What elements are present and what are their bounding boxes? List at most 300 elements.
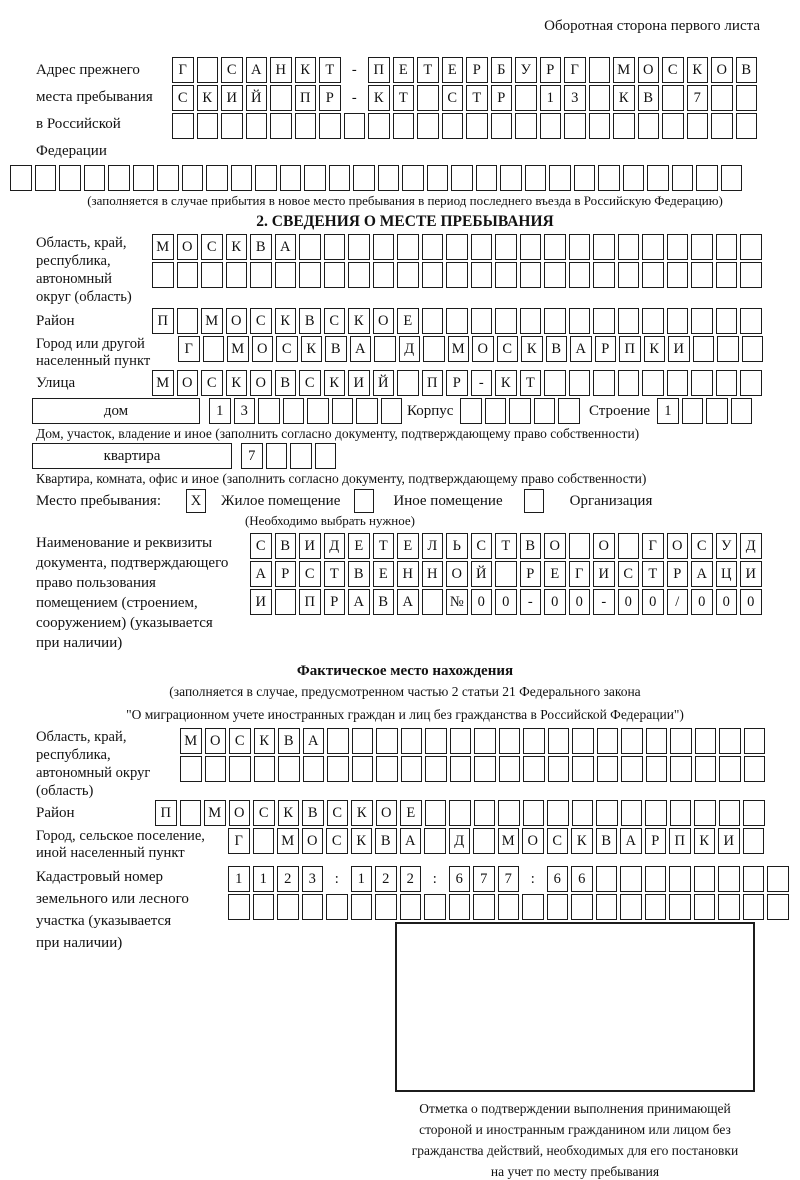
cadastre-row-1 — [228, 866, 789, 892]
char-cell: Т — [324, 561, 346, 587]
char-cell: И — [740, 561, 762, 587]
char-cell — [246, 113, 268, 139]
char-cell — [522, 894, 544, 920]
char-cell: С — [253, 800, 275, 826]
char-cell — [744, 728, 766, 754]
char-cell: Р — [324, 589, 346, 615]
char-cell: О — [177, 370, 199, 396]
char-cell — [597, 728, 619, 754]
char-cell — [319, 113, 341, 139]
char-cell: М — [201, 308, 223, 334]
char-cell — [255, 165, 277, 191]
char-cell: У — [515, 57, 537, 83]
char-cell — [228, 894, 250, 920]
char-cell — [694, 866, 716, 892]
char-cell — [201, 262, 223, 288]
page-title: Оборотная сторона первого листа — [544, 18, 760, 34]
char-cell — [670, 800, 692, 826]
char-cell — [206, 165, 228, 191]
char-cell: П — [422, 370, 444, 396]
city-row — [178, 336, 763, 362]
char-cell: В — [250, 234, 272, 260]
char-cell: К — [301, 336, 323, 362]
char-cell — [571, 894, 593, 920]
char-cell — [324, 234, 346, 260]
char-cell — [348, 234, 370, 260]
char-cell — [691, 262, 713, 288]
char-cell — [253, 894, 275, 920]
char-cell — [638, 113, 660, 139]
char-cell: А — [691, 561, 713, 587]
char-cell — [427, 165, 449, 191]
char-cell — [84, 165, 106, 191]
char-cell: А — [246, 57, 268, 83]
char-cell — [275, 262, 297, 288]
char-cell — [618, 370, 640, 396]
char-cell — [719, 800, 741, 826]
char-cell — [694, 800, 716, 826]
char-cell: К — [495, 370, 517, 396]
char-cell: О — [544, 533, 566, 559]
char-cell — [691, 370, 713, 396]
char-cell — [35, 165, 57, 191]
char-cell — [302, 894, 324, 920]
char-cell: 7 — [241, 443, 263, 469]
char-cell: 0 — [495, 589, 517, 615]
char-cell: Р — [667, 561, 689, 587]
char-cell: Е — [544, 561, 566, 587]
char-cell: Н — [397, 561, 419, 587]
char-cell — [620, 894, 642, 920]
char-cell: В — [375, 828, 397, 854]
char-cell — [767, 894, 789, 920]
city-block — [10, 336, 800, 370]
char-cell: М — [180, 728, 202, 754]
char-cell: С — [324, 308, 346, 334]
char-cell: Е — [400, 800, 422, 826]
char-cell — [525, 165, 547, 191]
char-cell — [442, 113, 464, 139]
char-cell — [740, 262, 762, 288]
char-cell — [544, 262, 566, 288]
char-cell: К — [324, 370, 346, 396]
char-cell — [425, 800, 447, 826]
char-cell — [596, 800, 618, 826]
char-cell — [324, 262, 346, 288]
char-cell — [203, 336, 225, 362]
char-cell: Р — [446, 370, 468, 396]
char-cell — [718, 866, 740, 892]
char-cell — [515, 113, 537, 139]
district-row — [152, 308, 762, 334]
char-cell: : — [522, 866, 544, 892]
char-cell — [515, 85, 537, 111]
char-cell: К — [521, 336, 543, 362]
char-cell — [495, 561, 517, 587]
char-cell: К — [278, 800, 300, 826]
char-cell — [544, 234, 566, 260]
char-cell — [315, 443, 337, 469]
char-cell — [687, 113, 709, 139]
apartment-row — [10, 443, 800, 469]
char-cell: 1 — [209, 398, 231, 424]
char-cell: 3 — [302, 866, 324, 892]
char-cell: А — [275, 234, 297, 260]
char-cell — [642, 234, 664, 260]
char-cell — [474, 756, 496, 782]
char-cell — [495, 234, 517, 260]
actual-district-label: Район — [36, 805, 75, 821]
char-cell: К — [348, 308, 370, 334]
char-cell — [182, 165, 204, 191]
char-cell — [711, 113, 733, 139]
char-cell — [534, 398, 556, 424]
char-cell: У — [716, 533, 738, 559]
char-cell — [446, 262, 468, 288]
char-cell: В — [325, 336, 347, 362]
char-cell: А — [303, 728, 325, 754]
char-cell: № — [446, 589, 468, 615]
char-cell: 6 — [547, 866, 569, 892]
char-cell: Н — [422, 561, 444, 587]
char-cell — [498, 800, 520, 826]
apartment-box-label: квартира — [32, 443, 232, 469]
char-cell — [645, 866, 667, 892]
char-cell — [500, 165, 522, 191]
char-cell — [59, 165, 81, 191]
char-cell: Е — [397, 308, 419, 334]
char-cell — [711, 85, 733, 111]
house-row — [10, 398, 800, 424]
apartment-cells — [241, 443, 336, 469]
char-cell: О — [667, 533, 689, 559]
char-cell — [574, 165, 596, 191]
char-cell — [226, 262, 248, 288]
char-cell — [393, 113, 415, 139]
char-cell: Р — [540, 57, 562, 83]
char-cell: - — [471, 370, 493, 396]
char-cell: Л — [422, 533, 444, 559]
char-cell — [425, 756, 447, 782]
char-cell: В — [520, 533, 542, 559]
house-cells — [209, 398, 402, 424]
char-cell: С — [618, 561, 640, 587]
checkbox-organization — [524, 489, 544, 513]
stay-type-note: (Необходимо выбрать нужное) — [244, 513, 416, 528]
char-cell: 0 — [544, 589, 566, 615]
char-cell — [691, 308, 713, 334]
char-cell: О — [593, 533, 615, 559]
cadastre-block — [10, 866, 800, 1180]
char-cell — [348, 262, 370, 288]
actual-city-row — [228, 828, 764, 854]
char-cell — [471, 308, 493, 334]
char-cell: В — [275, 370, 297, 396]
char-cell — [743, 866, 765, 892]
char-cell — [593, 262, 615, 288]
char-cell: М — [152, 234, 174, 260]
char-cell — [197, 113, 219, 139]
char-cell: Р — [319, 85, 341, 111]
char-cell: И — [348, 370, 370, 396]
char-cell: С — [442, 85, 464, 111]
char-cell — [646, 756, 668, 782]
char-cell: К — [197, 85, 219, 111]
char-cell — [540, 113, 562, 139]
char-cell: И — [668, 336, 690, 362]
char-cell: С — [691, 533, 713, 559]
house-box-label: дом — [32, 398, 200, 424]
char-cell: 2 — [400, 866, 422, 892]
char-cell — [621, 728, 643, 754]
char-cell — [133, 165, 155, 191]
char-cell — [544, 308, 566, 334]
char-cell: Й — [471, 561, 493, 587]
char-cell — [662, 113, 684, 139]
char-cell — [667, 234, 689, 260]
char-cell — [767, 866, 789, 892]
char-cell — [177, 262, 199, 288]
stroenie-label: Строение — [588, 402, 651, 419]
char-cell — [278, 756, 300, 782]
char-cell — [329, 165, 351, 191]
char-cell: Й — [373, 370, 395, 396]
char-cell: Е — [348, 533, 370, 559]
char-cell — [716, 308, 738, 334]
char-cell — [569, 370, 591, 396]
char-cell — [376, 728, 398, 754]
char-cell — [221, 113, 243, 139]
region-row-1 — [152, 234, 762, 260]
char-cell: Н — [270, 57, 292, 83]
char-cell: С — [201, 234, 223, 260]
char-cell: К — [351, 828, 373, 854]
stay-type-row — [10, 489, 800, 513]
char-cell — [332, 398, 354, 424]
char-cell — [564, 113, 586, 139]
char-cell — [253, 828, 275, 854]
char-cell: С — [221, 57, 243, 83]
char-cell: Г — [178, 336, 200, 362]
char-cell — [283, 398, 305, 424]
street-row — [152, 370, 762, 396]
char-cell: М — [613, 57, 635, 83]
char-cell — [744, 756, 766, 782]
char-cell: - — [520, 589, 542, 615]
char-cell — [417, 85, 439, 111]
char-cell — [231, 165, 253, 191]
char-cell — [373, 234, 395, 260]
char-cell — [596, 866, 618, 892]
char-cell: П — [155, 800, 177, 826]
char-cell: Р — [520, 561, 542, 587]
district-block — [10, 308, 800, 336]
char-cell — [719, 728, 741, 754]
char-cell: Т — [393, 85, 415, 111]
char-cell: 7 — [687, 85, 709, 111]
char-cell — [368, 113, 390, 139]
char-cell — [706, 398, 728, 424]
char-cell: 0 — [569, 589, 591, 615]
char-cell: 0 — [618, 589, 640, 615]
char-cell: К — [694, 828, 716, 854]
char-cell — [424, 894, 446, 920]
actual-location-heading: Фактическое место нахождения — [296, 663, 514, 679]
char-cell: К — [351, 800, 373, 826]
char-cell: К — [254, 728, 276, 754]
char-cell — [449, 894, 471, 920]
char-cell — [569, 262, 591, 288]
stroenie-cells — [657, 398, 752, 424]
char-cell: С — [201, 370, 223, 396]
char-cell: Д — [324, 533, 346, 559]
char-cell: Т — [495, 533, 517, 559]
char-cell — [743, 894, 765, 920]
char-cell — [304, 165, 326, 191]
korpus-label: Корпус — [407, 402, 454, 419]
char-cell — [327, 756, 349, 782]
char-cell: - — [593, 589, 615, 615]
actual-city-block — [10, 828, 800, 862]
char-cell: 1 — [657, 398, 679, 424]
char-cell: К — [644, 336, 666, 362]
char-cell: Т — [466, 85, 488, 111]
char-cell: С — [327, 800, 349, 826]
char-cell — [642, 262, 664, 288]
char-cell — [696, 165, 718, 191]
char-cell — [373, 262, 395, 288]
char-cell: О — [229, 800, 251, 826]
char-cell: В — [596, 828, 618, 854]
char-cell: С — [497, 336, 519, 362]
char-cell — [397, 262, 419, 288]
char-cell: О — [252, 336, 274, 362]
actual-region-label: Область, край, республика, автономный округ (область) — [36, 729, 151, 799]
char-cell: Р — [491, 85, 513, 111]
char-cell — [682, 398, 704, 424]
char-cell — [299, 262, 321, 288]
char-cell: В — [546, 336, 568, 362]
char-cell: С — [229, 728, 251, 754]
char-cell — [642, 308, 664, 334]
char-cell — [740, 308, 762, 334]
prev-address-note: (заполняется в случае прибытия в новое место пребывания в период последнего въезда в Российскую Федерацию) — [87, 193, 723, 208]
char-cell — [499, 756, 521, 782]
char-cell: С — [547, 828, 569, 854]
section2-heading: 2. СВЕДЕНИЯ О МЕСТЕ ПРЕБЫВАНИЯ — [256, 213, 554, 230]
char-cell — [520, 262, 542, 288]
house-caption: Дом, участок, владение и иное (заполнить согласно документу, подтверждающему право собственности) — [36, 426, 640, 441]
char-cell: Р — [595, 336, 617, 362]
char-cell: Т — [319, 57, 341, 83]
char-cell: В — [638, 85, 660, 111]
char-cell — [613, 113, 635, 139]
char-cell — [669, 866, 691, 892]
char-cell — [523, 756, 545, 782]
char-cell — [299, 234, 321, 260]
document-label: Наименование и реквизиты документа, подтверждающего право пользования помещением (строением, сооружением) (указывается при наличии) — [36, 535, 229, 651]
char-cell — [449, 800, 471, 826]
prev-address-block — [10, 57, 800, 165]
char-cell — [270, 85, 292, 111]
prev-address-row-3 — [172, 113, 757, 139]
char-cell — [667, 262, 689, 288]
char-cell: 0 — [740, 589, 762, 615]
char-cell — [548, 756, 570, 782]
char-cell — [280, 165, 302, 191]
char-cell — [593, 308, 615, 334]
char-cell — [446, 308, 468, 334]
char-cell: М — [152, 370, 174, 396]
char-cell: Ц — [716, 561, 738, 587]
char-cell: 2 — [375, 866, 397, 892]
char-cell — [520, 234, 542, 260]
char-cell — [450, 756, 472, 782]
char-cell — [353, 165, 375, 191]
char-cell: А — [348, 589, 370, 615]
char-cell — [473, 894, 495, 920]
checkbox-residential: X — [186, 489, 206, 513]
char-cell: 2 — [277, 866, 299, 892]
char-cell — [498, 894, 520, 920]
char-cell: А — [400, 828, 422, 854]
char-cell: Р — [275, 561, 297, 587]
char-cell: О — [226, 308, 248, 334]
char-cell: М — [448, 336, 470, 362]
actual-location-note-1: (заполняется в случае, предусмотренном частью 2 статьи 21 Федерального закона — [169, 684, 641, 699]
char-cell: 7 — [473, 866, 495, 892]
char-cell: - — [344, 85, 366, 111]
char-cell — [401, 728, 423, 754]
char-cell: О — [302, 828, 324, 854]
char-cell — [740, 370, 762, 396]
char-cell — [180, 756, 202, 782]
char-cell — [647, 165, 669, 191]
char-cell: Р — [645, 828, 667, 854]
char-cell: С — [276, 336, 298, 362]
char-cell — [157, 165, 179, 191]
char-cell: Д — [740, 533, 762, 559]
char-cell — [326, 894, 348, 920]
char-cell — [381, 398, 403, 424]
char-cell — [172, 113, 194, 139]
char-cell — [743, 828, 765, 854]
char-cell: О — [711, 57, 733, 83]
char-cell: П — [368, 57, 390, 83]
char-cell: Й — [246, 85, 268, 111]
char-cell — [277, 894, 299, 920]
char-cell: И — [593, 561, 615, 587]
char-cell — [254, 756, 276, 782]
char-cell — [623, 165, 645, 191]
apartment-caption: Квартира, комната, офис и иное (заполнить согласно документу, подтверждающему право собственности) — [36, 471, 647, 486]
char-cell — [474, 800, 496, 826]
char-cell — [645, 800, 667, 826]
char-cell: Г — [569, 561, 591, 587]
cadastre-row-2 — [228, 894, 789, 920]
char-cell — [718, 894, 740, 920]
char-cell: С — [299, 561, 321, 587]
char-cell — [743, 800, 765, 826]
char-cell — [667, 308, 689, 334]
char-cell: О — [205, 728, 227, 754]
document-row-2 — [250, 561, 762, 587]
char-cell — [736, 85, 758, 111]
char-cell: 1 — [351, 866, 373, 892]
char-cell — [620, 866, 642, 892]
document-block — [10, 533, 800, 663]
char-cell — [520, 308, 542, 334]
